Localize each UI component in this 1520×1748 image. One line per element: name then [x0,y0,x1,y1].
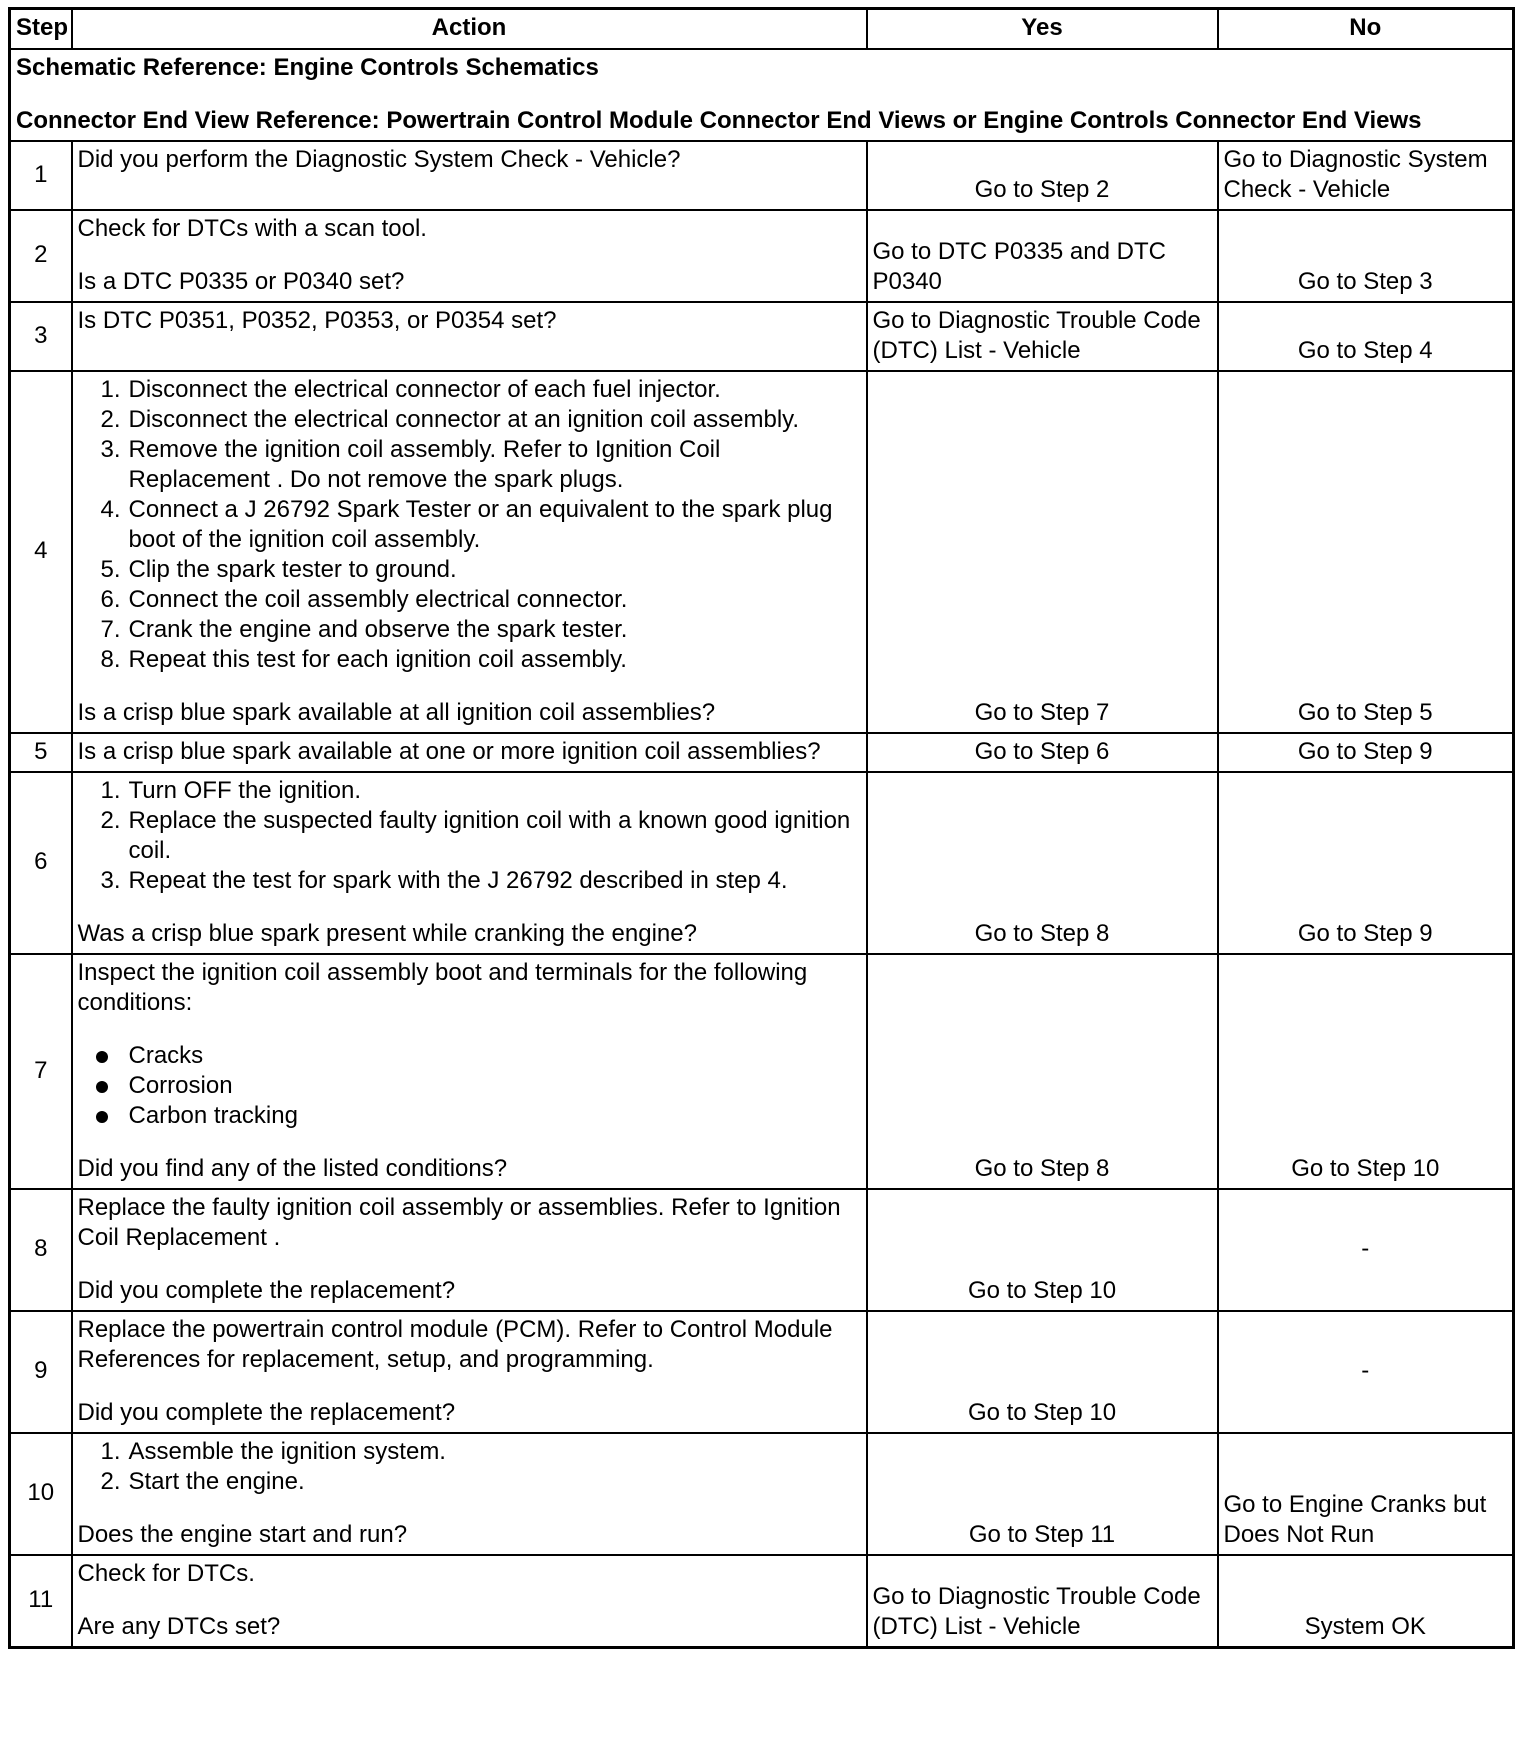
step-number: 4 [10,371,72,733]
yes-result: Go to Diagnostic Trouble Code (DTC) List - Vehicle [867,1555,1218,1648]
action-cell [72,772,867,954]
step-number: 1 [10,141,72,210]
step-number: 8 [10,1189,72,1311]
no-result: Go to Step 4 [1218,302,1514,371]
step-number: 9 [10,1311,72,1433]
numbered-list [78,375,861,675]
bullet-list [78,1041,861,1131]
connector-reference: Connector End View Reference: Powertrain Control Module Connector End Views or Engine Controls Connector End Views [16,106,1422,134]
list-item: 3. Remove the ignition coil assembly. Refer to Ignition Coil Replacement . Do not remove the spark plugs. [100,435,721,493]
table-row [10,1433,1514,1555]
no-result: - [1218,1189,1514,1311]
diagnostic-table [8,7,1515,1649]
yes-result: Go to Step 11 [867,1433,1218,1555]
schematic-reference: Schematic Reference: Engine Controls Schematics [16,53,599,81]
action-question: Was a crisp blue spark present while cranking the engine? [77,919,697,947]
header-no: No [1218,9,1514,49]
list-item: 2. Start the engine. [100,1467,305,1495]
action-cell [72,1555,867,1648]
list-item: 1. Disconnect the electrical connector of each fuel injector. [100,375,721,403]
table-row [10,772,1514,954]
action-cell [72,954,867,1189]
no-result: Go to Step 5 [1218,371,1514,733]
numbered-list [78,776,861,896]
reference-row [10,49,1514,141]
list-item: 2. Replace the suspected faulty ignition coil with a known good ignition coil. [100,806,851,864]
no-result: - [1218,1311,1514,1433]
no-result: Go to Step 10 [1218,954,1514,1189]
yes-result: Go to DTC P0335 and DTC P0340 [867,210,1218,302]
step-number: 3 [10,302,72,371]
list-item: Corrosion [78,1071,861,1101]
yes-result: Go to Step 10 [867,1311,1218,1433]
yes-result: Go to Step 8 [867,772,1218,954]
action-cell [72,1311,867,1433]
list-item: 1. Assemble the ignition system. [100,1437,446,1465]
list-item: 3. Repeat the test for spark with the J 26792 described in step 4. [100,866,788,894]
table-row [10,302,1514,371]
list-item: 5. Clip the spark tester to ground. [100,555,457,583]
table-row [10,141,1514,210]
action-question: Did you complete the replacement? [77,1276,456,1304]
reference-cell [10,49,1514,141]
action-question: Is DTC P0351, P0352, P0353, or P0354 set? [77,306,557,334]
header-row [10,9,1514,49]
no-result: Go to Step 9 [1218,733,1514,772]
list-item: 4. Connect a J 26792 Spark Tester or an equivalent to the spark plug boot of the ignition coil assembly. [100,495,833,553]
no-result: Go to Step 9 [1218,772,1514,954]
no-result: System OK [1218,1555,1514,1648]
yes-result: Go to Diagnostic Trouble Code (DTC) List - Vehicle [867,302,1218,371]
action-cell [72,371,867,733]
action-question: Did you complete the replacement? [77,1398,456,1426]
action-cell [72,733,867,772]
action-cell [72,302,867,371]
yes-result: Go to Step 10 [867,1189,1218,1311]
step-number: 2 [10,210,72,302]
list-item: 2. Disconnect the electrical connector at an ignition coil assembly. [100,405,800,433]
list-item: 6. Connect the coil assembly electrical connector. [100,585,628,613]
step-number: 7 [10,954,72,1189]
action-cell [72,1433,867,1555]
action-question: Did you perform the Diagnostic System Check - Vehicle? [77,145,681,173]
no-result: Go to Step 3 [1218,210,1514,302]
action-question: Is a crisp blue spark available at all ignition coil assemblies? [77,698,716,726]
yes-result: Go to Step 7 [867,371,1218,733]
action-question: Is a crisp blue spark available at one or more ignition coil assemblies? [77,737,821,765]
step-number: 11 [10,1555,72,1648]
numbered-list [78,1437,861,1497]
action-question: Does the engine start and run? [77,1520,408,1548]
table-row [10,733,1514,772]
list-item: 1. Turn OFF the ignition. [100,776,362,804]
table-row [10,371,1514,733]
table-row [10,1555,1514,1648]
action-instruction: Replace the powertrain control module (PCM). Refer to Control Module References for replacement, setup, and programming. [77,1315,833,1373]
step-number: 5 [10,733,72,772]
action-question: Is a DTC P0335 or P0340 set? [77,267,405,295]
action-cell [72,1189,867,1311]
action-cell [72,210,867,302]
table-row [10,954,1514,1189]
header-yes: Yes [867,9,1218,49]
action-instruction: Inspect the ignition coil assembly boot and terminals for the following conditions: [77,958,808,1016]
action-instruction: Check for DTCs with a scan tool. [77,214,427,242]
table-row [10,210,1514,302]
header-action: Action [72,9,867,49]
list-item: 8. Repeat this test for each ignition coil assembly. [100,645,627,673]
list-item: Cracks [78,1041,861,1071]
table-row [10,1311,1514,1433]
yes-result: Go to Step 6 [867,733,1218,772]
list-item: Carbon tracking [78,1101,861,1131]
no-result: Go to Diagnostic System Check - Vehicle [1218,141,1514,210]
step-number: 6 [10,772,72,954]
action-instruction: Replace the faulty ignition coil assembly or assemblies. Refer to Ignition Coil Replacement . [77,1193,841,1251]
action-question: Are any DTCs set? [77,1612,281,1640]
action-question: Did you find any of the listed conditions? [77,1154,508,1182]
diagnostic-table-wrapper [8,7,1515,1649]
action-cell [72,141,867,210]
header-step: Step [10,9,72,49]
step-number: 10 [10,1433,72,1555]
list-item: 7. Crank the engine and observe the spark tester. [100,615,628,643]
table-row [10,1189,1514,1311]
no-result: Go to Engine Cranks but Does Not Run [1218,1433,1514,1555]
yes-result: Go to Step 2 [867,141,1218,210]
yes-result: Go to Step 8 [867,954,1218,1189]
action-instruction: Check for DTCs. [77,1559,255,1587]
